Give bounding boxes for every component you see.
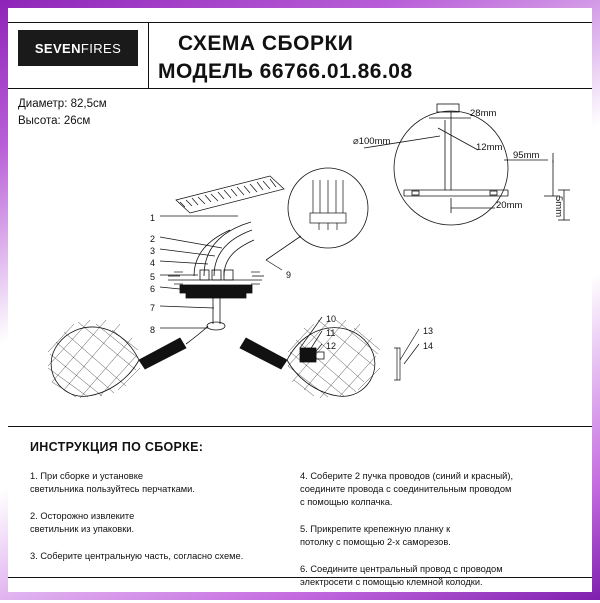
instructions-column-right xyxy=(300,470,572,603)
label-95mm: 95mm xyxy=(513,150,540,161)
callout-number-14: 14 xyxy=(423,341,434,351)
label-28mm: 28mm xyxy=(470,108,497,119)
label-12mm: 12mm xyxy=(476,142,503,153)
callout-number-2: 2 xyxy=(150,234,156,244)
instruction-step: 3. Соберите центральную часть, согласно схеме. xyxy=(30,551,244,561)
brand-logo-bold: SEVEN xyxy=(34,40,81,56)
label-diameter-100: ⌀100mm xyxy=(353,136,391,147)
instruction-sheet xyxy=(8,8,592,592)
instructions-title: ИНСТРУКЦИЯ ПО СБОРКЕ: xyxy=(30,440,204,454)
model-title: МОДЕЛЬ 66766.01.86.08 xyxy=(158,60,413,83)
callout-number-5: 5 xyxy=(150,272,156,282)
label-20mm: 20mm xyxy=(496,200,523,211)
callout-number-10: 10 xyxy=(326,314,337,324)
callout-number-6: 6 xyxy=(150,284,156,294)
callout-number-4: 4 xyxy=(150,258,156,268)
diameter-text: Диаметр: 82,5см xyxy=(18,98,107,110)
callout-number-9: 9 xyxy=(286,270,292,280)
sheet-inner xyxy=(8,8,592,592)
height-text: Высота: 26см xyxy=(18,115,91,127)
instruction-step: 5. Прикрепите крепежную планку к потолку с помощью 2-х саморезов. xyxy=(300,524,451,547)
callout-number-12: 12 xyxy=(326,341,337,351)
label-5mm: 5mm xyxy=(553,196,564,218)
callout-number-13: 13 xyxy=(423,326,434,336)
instruction-step: 6. Соедините центральный провод с проводом электросети с помощью клемной колодки. xyxy=(300,564,503,587)
instruction-step: 1. При сборке и установке светильника пользуйтесь перчатками. xyxy=(30,471,195,494)
callout-number-7: 7 xyxy=(150,303,156,313)
callout-number-3: 3 xyxy=(150,246,156,256)
instruction-step: 2. Осторожно извлеките светильник из упаковки. xyxy=(30,511,135,534)
instructions-column-left xyxy=(30,470,280,577)
callout-number-8: 8 xyxy=(150,325,156,335)
brand-logo-light: FIRES xyxy=(80,40,122,56)
callout-number-11: 11 xyxy=(326,328,336,338)
instruction-step: 4. Соберите 2 пучка проводов (синий и красный), соедините провода с соединительным проводом с помощью колпачка. xyxy=(300,471,514,507)
page-title: СХЕМА СБОРКИ xyxy=(178,32,354,55)
callout-number-1: 1 xyxy=(150,213,156,223)
